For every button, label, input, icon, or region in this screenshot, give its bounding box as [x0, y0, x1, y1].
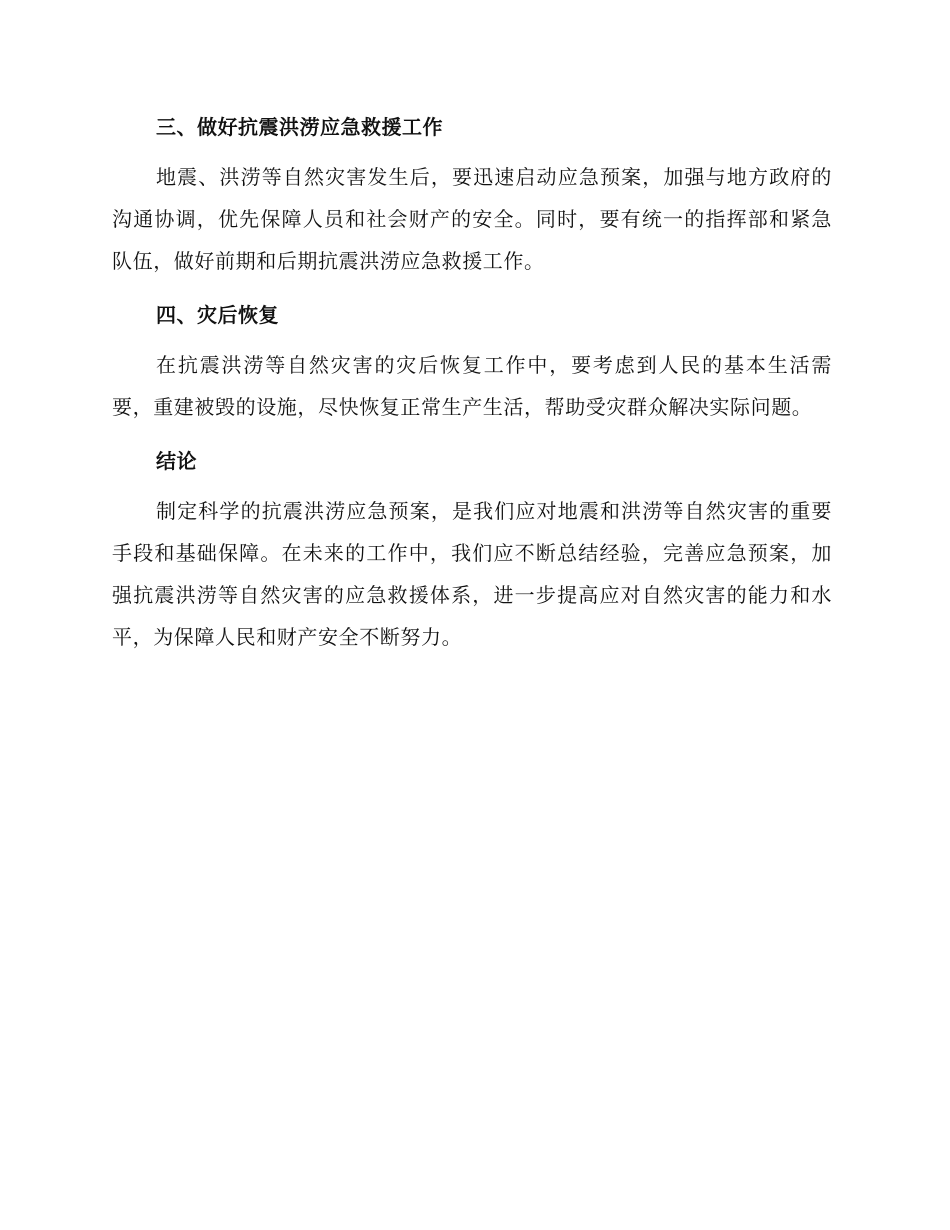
section-heading-conclusion: 结论 [156, 449, 197, 473]
section-paragraph-rescue: 地震、洪涝等自然灾害发生后，要迅速启动应急预案，加强与地方政府的沟通协调，优先保障人员和社会财产的安全。同时，要有统一的指挥部和紧急队伍，做好前期和后期抗震洪涝应急救援工作。 [112, 165, 832, 273]
section-heading-rescue: 三、做好抗震洪涝应急救援工作 [156, 115, 443, 139]
section-heading-recovery: 四、灾后恢复 [156, 303, 279, 327]
section-paragraph-recovery: 在抗震洪涝等自然灾害的灾后恢复工作中，要考虑到人民的基本生活需要，重建被毁的设施，尽快恢复正常生产生活，帮助受灾群众解决实际问题。 [112, 353, 832, 419]
section-paragraph-conclusion: 制定科学的抗震洪涝应急预案，是我们应对地震和洪涝等自然灾害的重要手段和基础保障。在未来的工作中，我们应不断总结经验，完善应急预案，加强抗震洪涝等自然灾害的应急救援体系，进一步提高应对自然灾害的能力和水平，为保障人民和财产安全不断努力。 [112, 499, 832, 649]
document-body [112, 108, 832, 672]
